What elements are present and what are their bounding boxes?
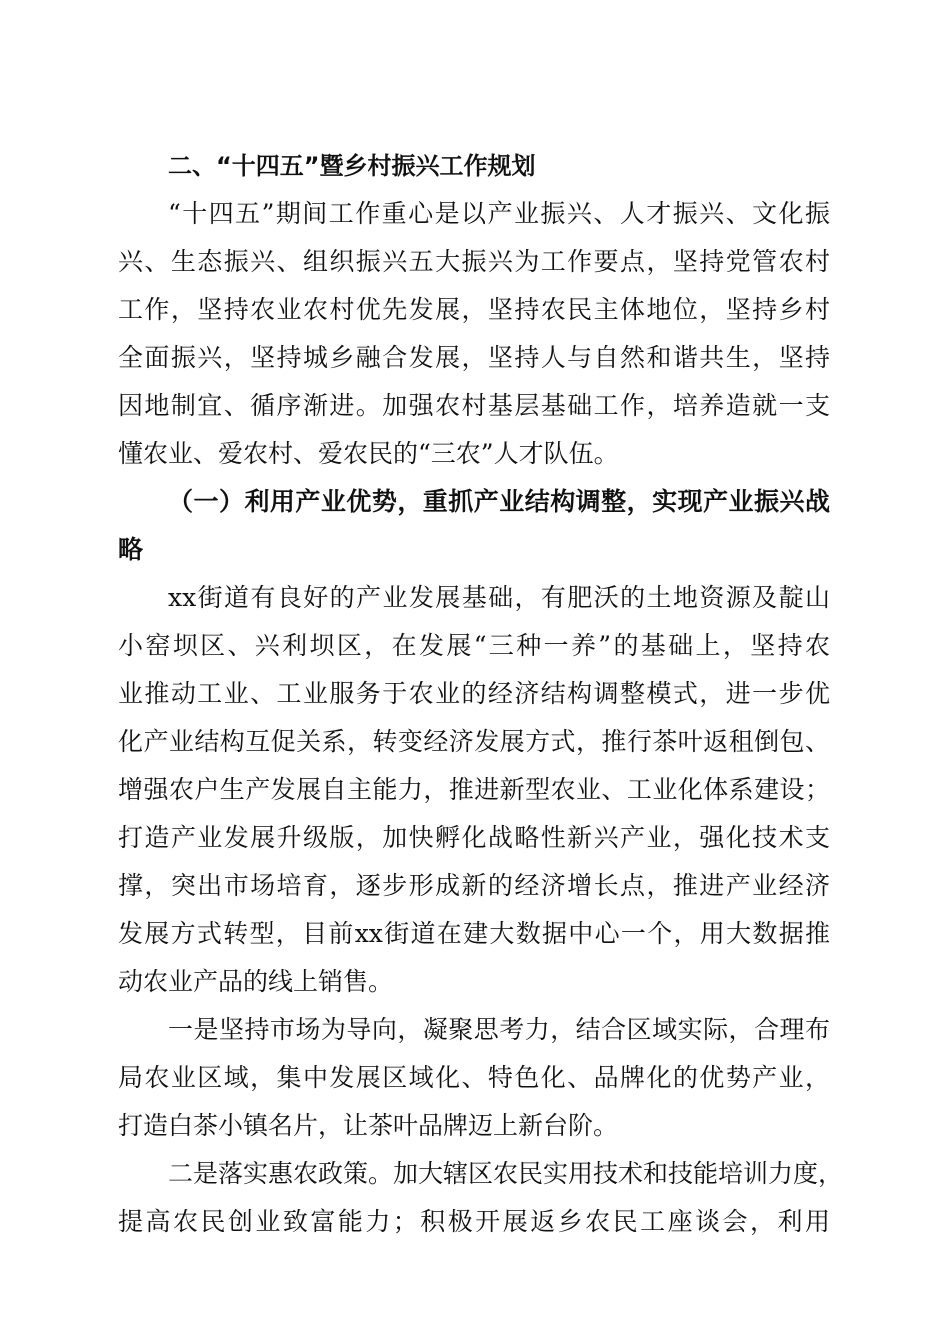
- paragraph-policy: [118, 1150, 844, 1246]
- paragraph-line: 动农业产品的线上销售。: [118, 967, 394, 996]
- subsection-heading: [118, 478, 830, 574]
- paragraph-line: 小窑坝区、兴利坝区，在发展“三种一养”的基础上，坚持农: [118, 631, 830, 660]
- paragraph-line: 全面振兴，坚持城乡融合发展，坚持人与自然和谐共生，坚持: [118, 343, 830, 372]
- paragraph-line: 提高农民创业致富能力；积极开展返乡农民工座谈会，利用: [118, 1207, 830, 1236]
- paragraph-line: 懂农业、爱农村、爱农民的“三农”人才队伍。: [118, 439, 619, 468]
- paragraph-line: 因地制宜、循序渐进。加强农村基层基础工作，培养造就一支: [118, 391, 830, 420]
- document-body: [118, 142, 844, 1246]
- paragraph-line: 打造产业发展升级版，加快孵化战略性新兴产业，强化技术支: [118, 823, 830, 852]
- paragraph-industry: [118, 574, 830, 1006]
- paragraph-line: xx街道有良好的产业发展基础，有肥沃的土地资源及靛山: [168, 583, 830, 612]
- paragraph-line: 业推动工业、工业服务于农业的经济结构调整模式，进一步优: [118, 679, 830, 708]
- paragraph-line: 化产业结构互促关系，转变经济发展方式，推行茶叶返租倒包、: [118, 727, 830, 756]
- paragraph-line: 打造白茶小镇名片，让茶叶品牌迈上新台阶。: [118, 1111, 619, 1140]
- subsection-heading-line: 略: [118, 535, 144, 564]
- paragraph-line: 二是落实惠农政策。加大辖区农民实用技术和技能培训力度，: [168, 1159, 844, 1188]
- paragraph-intro: [118, 190, 830, 478]
- paragraph-line: 增强农户生产发展自主能力，推进新型农业、工业化体系建设；: [118, 775, 830, 804]
- paragraph-market: [118, 1006, 830, 1150]
- subsection-heading-line: （一）利用产业优势，重抓产业结构调整，实现产业振兴战: [168, 487, 830, 516]
- paragraph-line: 兴、生态振兴、组织振兴五大振兴为工作要点，坚持党管农村: [118, 247, 830, 276]
- paragraph-line: 撑，突出市场培育，逐步形成新的经济增长点，推进产业经济: [118, 871, 830, 900]
- section-heading: 二、“十四五”暨乡村振兴工作规划: [168, 152, 536, 180]
- paragraph-line: 一是坚持市场为导向，凝聚思考力，结合区域实际，合理布: [168, 1015, 830, 1044]
- paragraph-line: 发展方式转型，目前xx街道在建大数据中心一个，用大数据推: [118, 919, 830, 948]
- paragraph-line: 局农业区域，集中发展区域化、特色化、品牌化的优势产业，: [118, 1063, 830, 1092]
- paragraph-line: “十四五”期间工作重心是以产业振兴、人才振兴、文化振: [168, 199, 830, 228]
- paragraph-line: 工作，坚持农业农村优先发展，坚持农民主体地位，坚持乡村: [118, 295, 830, 324]
